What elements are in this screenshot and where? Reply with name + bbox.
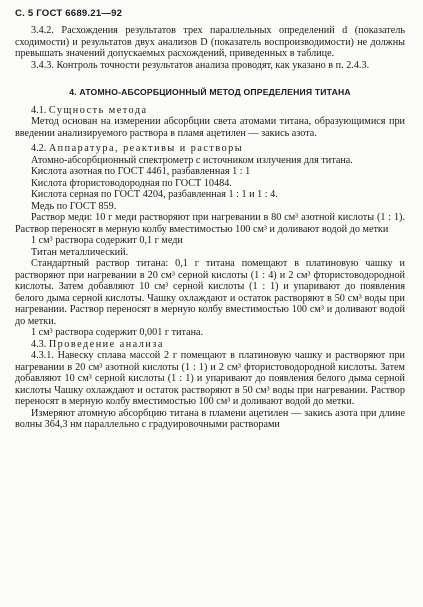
clause-3-4-3: 3.4.3. Контроль точности результатов анализа проводят, как указано в п. 2.4.3. [31, 59, 370, 71]
section-4-title: 4. АТОМНО-АБСОРБЦИОННЫЙ МЕТОД ОПРЕДЕЛЕНИЯ ТИТАНА [69, 87, 351, 97]
subsection-4-3-heading [15, 339, 405, 351]
clause-3-4-2: 3.4.2. Расхождения результатов трех параллельных определений d (показатель сходимости) и результатов двух анализов D (показатель воспроизводимости) не должны превышать значений допускаемых расхождений, приведенных в таблице. [15, 25, 405, 59]
titanium-metal-item: Титан металлический. [31, 246, 129, 258]
subsection-4-1-title: Сущность метода [48, 104, 148, 116]
copper-item: Медь по ГОСТ 859. [31, 200, 117, 212]
subsection-4-2-number: 4.2. [31, 143, 47, 154]
measurement-paragraph: Измеряют атомную абсорбцию титана в пламени ацетилен — закись азота при длине волны 364,3 нм параллельно с градуировочными растворами [15, 407, 405, 430]
titanium-standard-solution: Стандартный раствор титана: 0,1 г титана помещают в платиновую чашку и растворяют при нагревании в 20 см³ серной кислоты (1 : 4) и 2 см³ фтористоводородной кислоты. Затем добавляют 10 см³ серной кислоты (1 : 1) и упаривают до появления белого дыма серной кислоты. Чашку охлаждают и остаток растворяют в 50 см³ воды при нагревании. Раствор переносят в мерную колбу вместимостью 100 см³ и доливают водой до метки. [15, 258, 405, 327]
method-principle: Метод основан на измерении абсорбции света атомами титана, образующимися при введении анализируемого раствора в пламя ацетилен — закись азота. [15, 116, 405, 139]
subsection-4-1-number: 4.1. [31, 104, 47, 116]
nitric-acid-item: Кислота азотная по ГОСТ 4461, разбавленная 1 : 1 [31, 166, 251, 177]
page-content [15, 25, 405, 431]
subsection-4-1-heading [15, 105, 405, 117]
subsection-4-3-title: Проведение анализа [48, 338, 164, 350]
standard-code: ГОСТ 6689.21—92 [36, 8, 123, 19]
hf-acid-item: Кислота фтористоводородная по ГОСТ 10484. [31, 177, 232, 189]
sulfuric-acid-item: Кислота серная по ГОСТ 4204, разбавленная 1 : 1 и 1 : 4. [31, 189, 278, 200]
subsection-4-2-heading [15, 143, 405, 155]
subsection-4-3-number: 4.3. [31, 338, 47, 350]
page-header [15, 8, 405, 19]
spectrometer-item: Атомно-абсорбционный спектрометр с источником излучения для титана. [31, 154, 353, 166]
page-number: С. 5 [15, 8, 34, 19]
clause-4-3-1: 4.3.1. Навеску сплава массой 2 г помещают в платиновую чашку и растворяют при нагревании в 20 см³ азотной кислоты (1 : 1) и 2 см³ фтористоводородной кислоты. Затем добавляют 10 см³ серной кислоты (1 : 1) и упаривают до появления белого дыма серной кислоты Чашку охлаждают и остаток растворяют в 50 см³ воды при нагревании. Раствор переносят в мерную колбу вместимостью 100 см³ и доливают водой до метки. [15, 350, 405, 407]
subsection-4-2-title: Аппаратура, реактивы и растворы [48, 143, 244, 154]
copper-solution-concentration: 1 см³ раствора содержит 0,1 г меди [31, 235, 183, 246]
copper-solution-item: Раствор меди: 10 г меди растворяют при нагревании в 80 см³ азотной кислоты (1 : 1). Раствор переносят в мерную колбу вместимостью 100 см³ и доливают водой до метки [15, 212, 405, 235]
titanium-standard-concentration: 1 см³ раствора содержит 0,001 г титана. [31, 327, 204, 338]
